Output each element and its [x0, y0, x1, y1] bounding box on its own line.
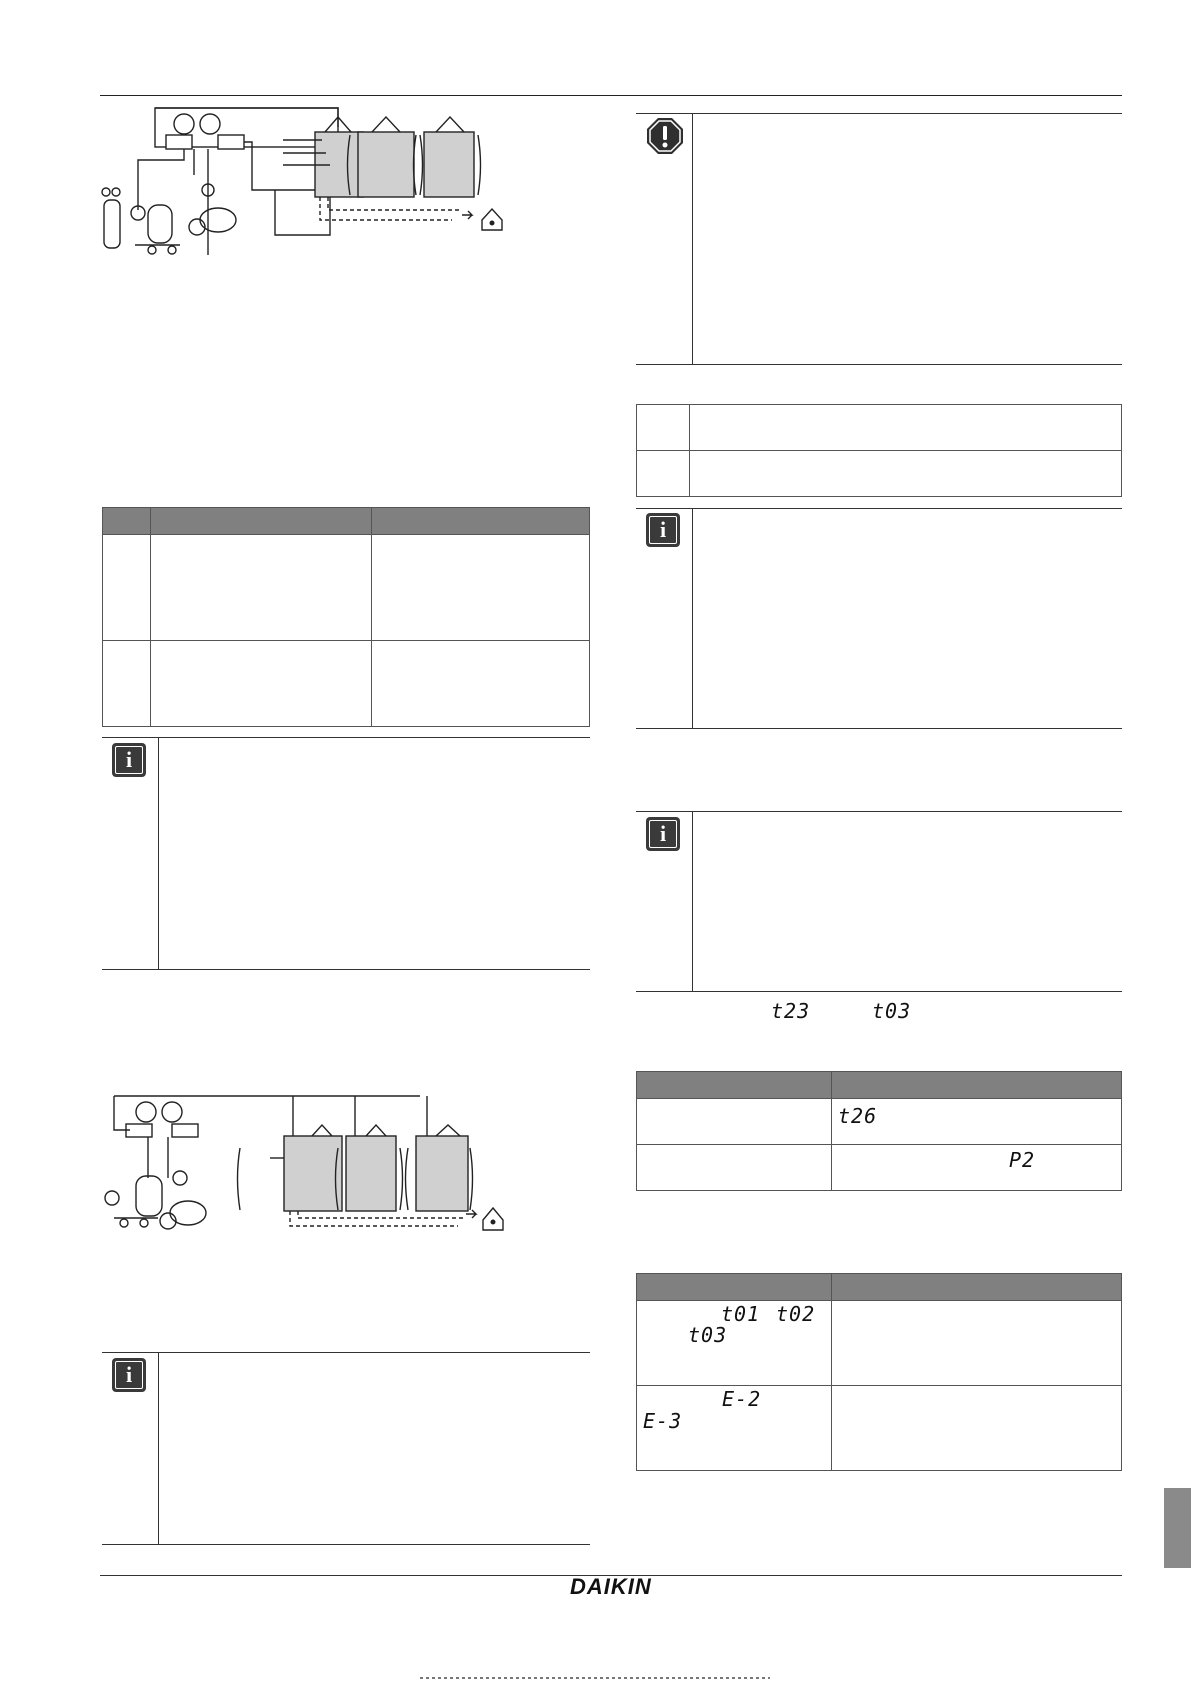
table-row: [637, 1386, 1122, 1471]
table-1: [102, 507, 590, 727]
table-row: [637, 405, 1122, 451]
table-4: [636, 1273, 1122, 1471]
note-rule-bottom: [636, 364, 1122, 365]
info-icon: i: [112, 743, 146, 777]
note-side-rule: [158, 1352, 159, 1545]
display-code-t03: t03: [872, 999, 912, 1023]
table-row: [103, 641, 590, 727]
note-rule-bottom: [636, 728, 1122, 729]
daikin-logo: DAIKIN: [570, 1574, 652, 1599]
info-icon: i: [646, 817, 680, 851]
note-rule-bottom: [636, 991, 1122, 992]
note-side-rule: [692, 508, 693, 728]
note-rule-top: [102, 1352, 590, 1353]
info-icon: i: [646, 513, 680, 547]
display-code-t26: t26: [838, 1104, 878, 1128]
table-row: [637, 1145, 1122, 1191]
note-rule-top: [102, 737, 590, 738]
piping-diagram-2: [100, 1088, 530, 1243]
table-header-cell: [372, 508, 590, 535]
table-header-cell: [103, 508, 151, 535]
info-icon: i: [112, 1358, 146, 1392]
note-side-rule: [158, 737, 159, 970]
note-rule-top: [636, 113, 1122, 114]
table-2: [636, 404, 1122, 497]
display-code-t01: t01: [721, 1302, 761, 1326]
table-row: [637, 1099, 1122, 1145]
display-code-t02: t02: [776, 1302, 816, 1326]
table-header-cell: [637, 1072, 832, 1099]
table-row: [637, 451, 1122, 497]
display-code-e3: E-3: [643, 1409, 683, 1433]
note-rule-bottom: [102, 1544, 590, 1545]
note-rule-bottom: [102, 969, 590, 970]
piping-diagram-1: [100, 105, 570, 255]
warning-icon: [646, 117, 684, 155]
header-rule: [100, 95, 1122, 96]
side-tab: [1164, 1488, 1191, 1568]
table-3: [636, 1071, 1122, 1191]
table-header-cell: [637, 1274, 832, 1301]
table-header-cell: [832, 1072, 1122, 1099]
note-side-rule: [692, 811, 693, 991]
note-side-rule: [692, 113, 693, 364]
table-row: [103, 535, 590, 641]
display-code-e2: E-2: [722, 1387, 762, 1411]
table-header-row: [637, 1274, 1122, 1301]
table-header-cell: [832, 1274, 1122, 1301]
display-code-t23: t23: [771, 999, 811, 1023]
footer-strip: [420, 1677, 770, 1679]
table-header-cell: [151, 508, 372, 535]
display-code-p2: P2: [1009, 1148, 1036, 1172]
table-header-row: [637, 1072, 1122, 1099]
table-header-row: [103, 508, 590, 535]
display-code-t03: t03: [688, 1323, 728, 1347]
note-rule-top: [636, 508, 1122, 509]
note-rule-top: [636, 811, 1122, 812]
